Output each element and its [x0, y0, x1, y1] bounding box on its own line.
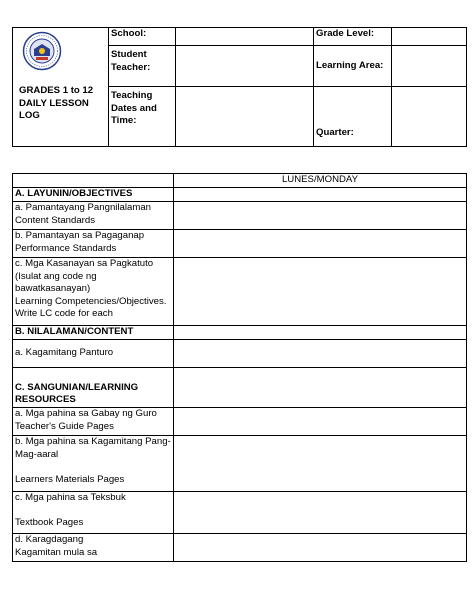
logo-cell: [13, 28, 109, 147]
row-content-label: B. NILALAMAN/CONTENT: [13, 326, 174, 340]
row-textbook-pages-cell[interactable]: [174, 492, 467, 534]
row-objectives-label: A. LAYUNIN/OBJECTIVES: [13, 188, 174, 202]
quarter-label: Quarter:: [314, 87, 392, 147]
quarter-field[interactable]: [392, 87, 467, 147]
row-competencies-label: c. Mga Kasanayan sa Pagkatuto (Isulat ang code ng bawatkasanayan) Learning Competencies/Objectives. Write LC code for each: [13, 258, 174, 326]
row-learning-resources-cell[interactable]: [174, 368, 467, 408]
grade-level-label: Grade Level:: [314, 28, 392, 46]
row-teachers-guide-cell[interactable]: [174, 408, 467, 436]
student-teacher-field[interactable]: [176, 46, 314, 87]
grade-level-field[interactable]: [392, 28, 467, 46]
row-performance-standards-label: b. Pamantayan sa Pagaganap Performance Standards: [13, 230, 174, 258]
day-header: LUNES/MONDAY: [174, 174, 467, 188]
row-content-standards-cell[interactable]: [174, 202, 467, 230]
document-title: GRADES 1 to 12 DAILY LESSON LOG: [19, 85, 94, 122]
row-textbook-pages-label: c. Mga pahina sa Teksbuk Textbook Pages: [13, 492, 174, 534]
row-learners-materials-label: b. Mga pahina sa Kagamitang Pang- Mag-aaral Learners Materials Pages: [13, 436, 174, 492]
school-field[interactable]: [176, 28, 314, 46]
deped-seal-icon: [22, 31, 62, 71]
row-teaching-materials-cell[interactable]: [174, 340, 467, 368]
header-table: [12, 27, 467, 147]
student-teacher-label: Student Teacher:: [109, 46, 176, 87]
teaching-dates-label: Teaching Dates and Time:: [109, 87, 176, 147]
learning-area-field[interactable]: [392, 46, 467, 87]
row-learning-resources-label: C. SANGUNIAN/LEARNING RESOURCES: [13, 368, 174, 408]
row-teaching-materials-label: a. Kagamitang Panturo: [13, 340, 174, 368]
learning-area-label: Learning Area:: [314, 46, 392, 87]
lesson-log-table: [12, 173, 467, 562]
row-objectives-cell[interactable]: [174, 188, 467, 202]
blank-header-cell: [13, 174, 174, 188]
row-performance-standards-cell[interactable]: [174, 230, 467, 258]
row-competencies-cell[interactable]: [174, 258, 467, 326]
row-additional-materials-label: d. Karagdagang Kagamitan mula sa: [13, 534, 174, 562]
row-learners-materials-cell[interactable]: [174, 436, 467, 492]
row-additional-materials-cell[interactable]: [174, 534, 467, 562]
school-label: School:: [109, 28, 176, 46]
row-teachers-guide-label: a. Mga pahina sa Gabay ng Guro Teacher's Guide Pages: [13, 408, 174, 436]
teaching-dates-field[interactable]: [176, 87, 314, 147]
row-content-standards-label: a. Pamantayang Pangnilalaman Content Standards: [13, 202, 174, 230]
row-content-cell[interactable]: [174, 326, 467, 340]
